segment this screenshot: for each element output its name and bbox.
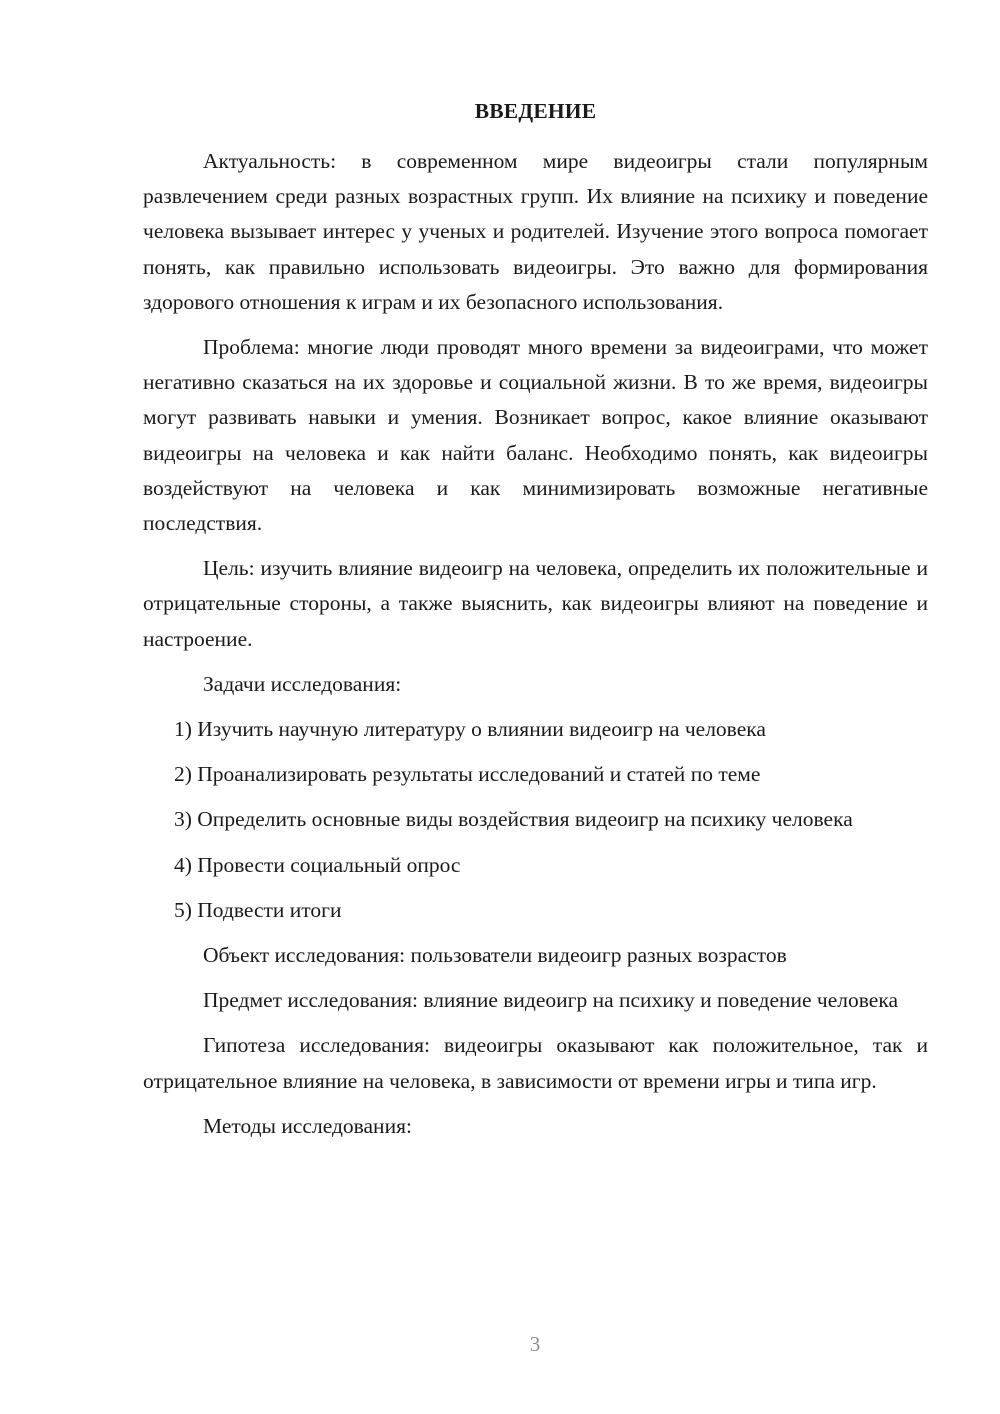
- document-page: [143, 95, 928, 1154]
- tasks-heading: Задачи исследования:: [203, 671, 402, 696]
- methods-heading: Методы исследования:: [203, 1113, 412, 1138]
- paragraph-hypothesis: Гипотеза исследования: видеоигры оказывают как положительное, так и отрицательное влияние на человека, в зависимости от времени игры и типа игр.: [143, 1033, 928, 1093]
- page-number: 3: [529, 1332, 541, 1356]
- task-item-1: 1) Изучить научную литературу о влиянии видеоигр на человека: [174, 717, 766, 742]
- page-title: ВВЕДЕНИЕ: [474, 99, 597, 123]
- paragraph-subject: Предмет исследования: влияние видеоигр на психику и поведение человека: [203, 988, 898, 1013]
- task-item-3: 3) Определить основные виды воздействия видеоигр на психику человека: [174, 807, 853, 832]
- paragraph-object: Объект исследования: пользователи видеоигр разных возрастов: [203, 943, 787, 968]
- paragraph-relevance: Актуальность: в современном мире видеоигры стали популярным развлечением среди разных возрастных групп. Их влияние на психику и поведение человека вызывает интерес у ученых и родителей. Изучение этого вопроса помогает понять, как правильно использовать видеоигры. Это важно для формирования здорового отношения к играм и их безопасного использования.: [143, 149, 928, 314]
- task-item-2: 2) Проанализировать результаты исследований и статей по теме: [174, 762, 761, 787]
- task-item-4: 4) Провести социальный опрос: [174, 852, 461, 877]
- paragraph-goal: Цель: изучить влияние видеоигр на человека, определить их положительные и отрицательные стороны, а также выяснить, как видеоигры влияют на поведение и настроение.: [143, 556, 928, 651]
- paragraph-problem: Проблема: многие люди проводят много времени за видеоиграми, что может негативно сказаться на их здоровье и социальной жизни. В то же время, видеоигры могут развивать навыки и умения. Возникает вопрос, какое влияние оказывают видеоигры на человека и как найти баланс. Необходимо понять, как видеоигры воздействуют на человека и как минимизировать возможные негативные последствия.: [143, 335, 928, 536]
- task-item-5: 5) Подвести итоги: [174, 897, 342, 922]
